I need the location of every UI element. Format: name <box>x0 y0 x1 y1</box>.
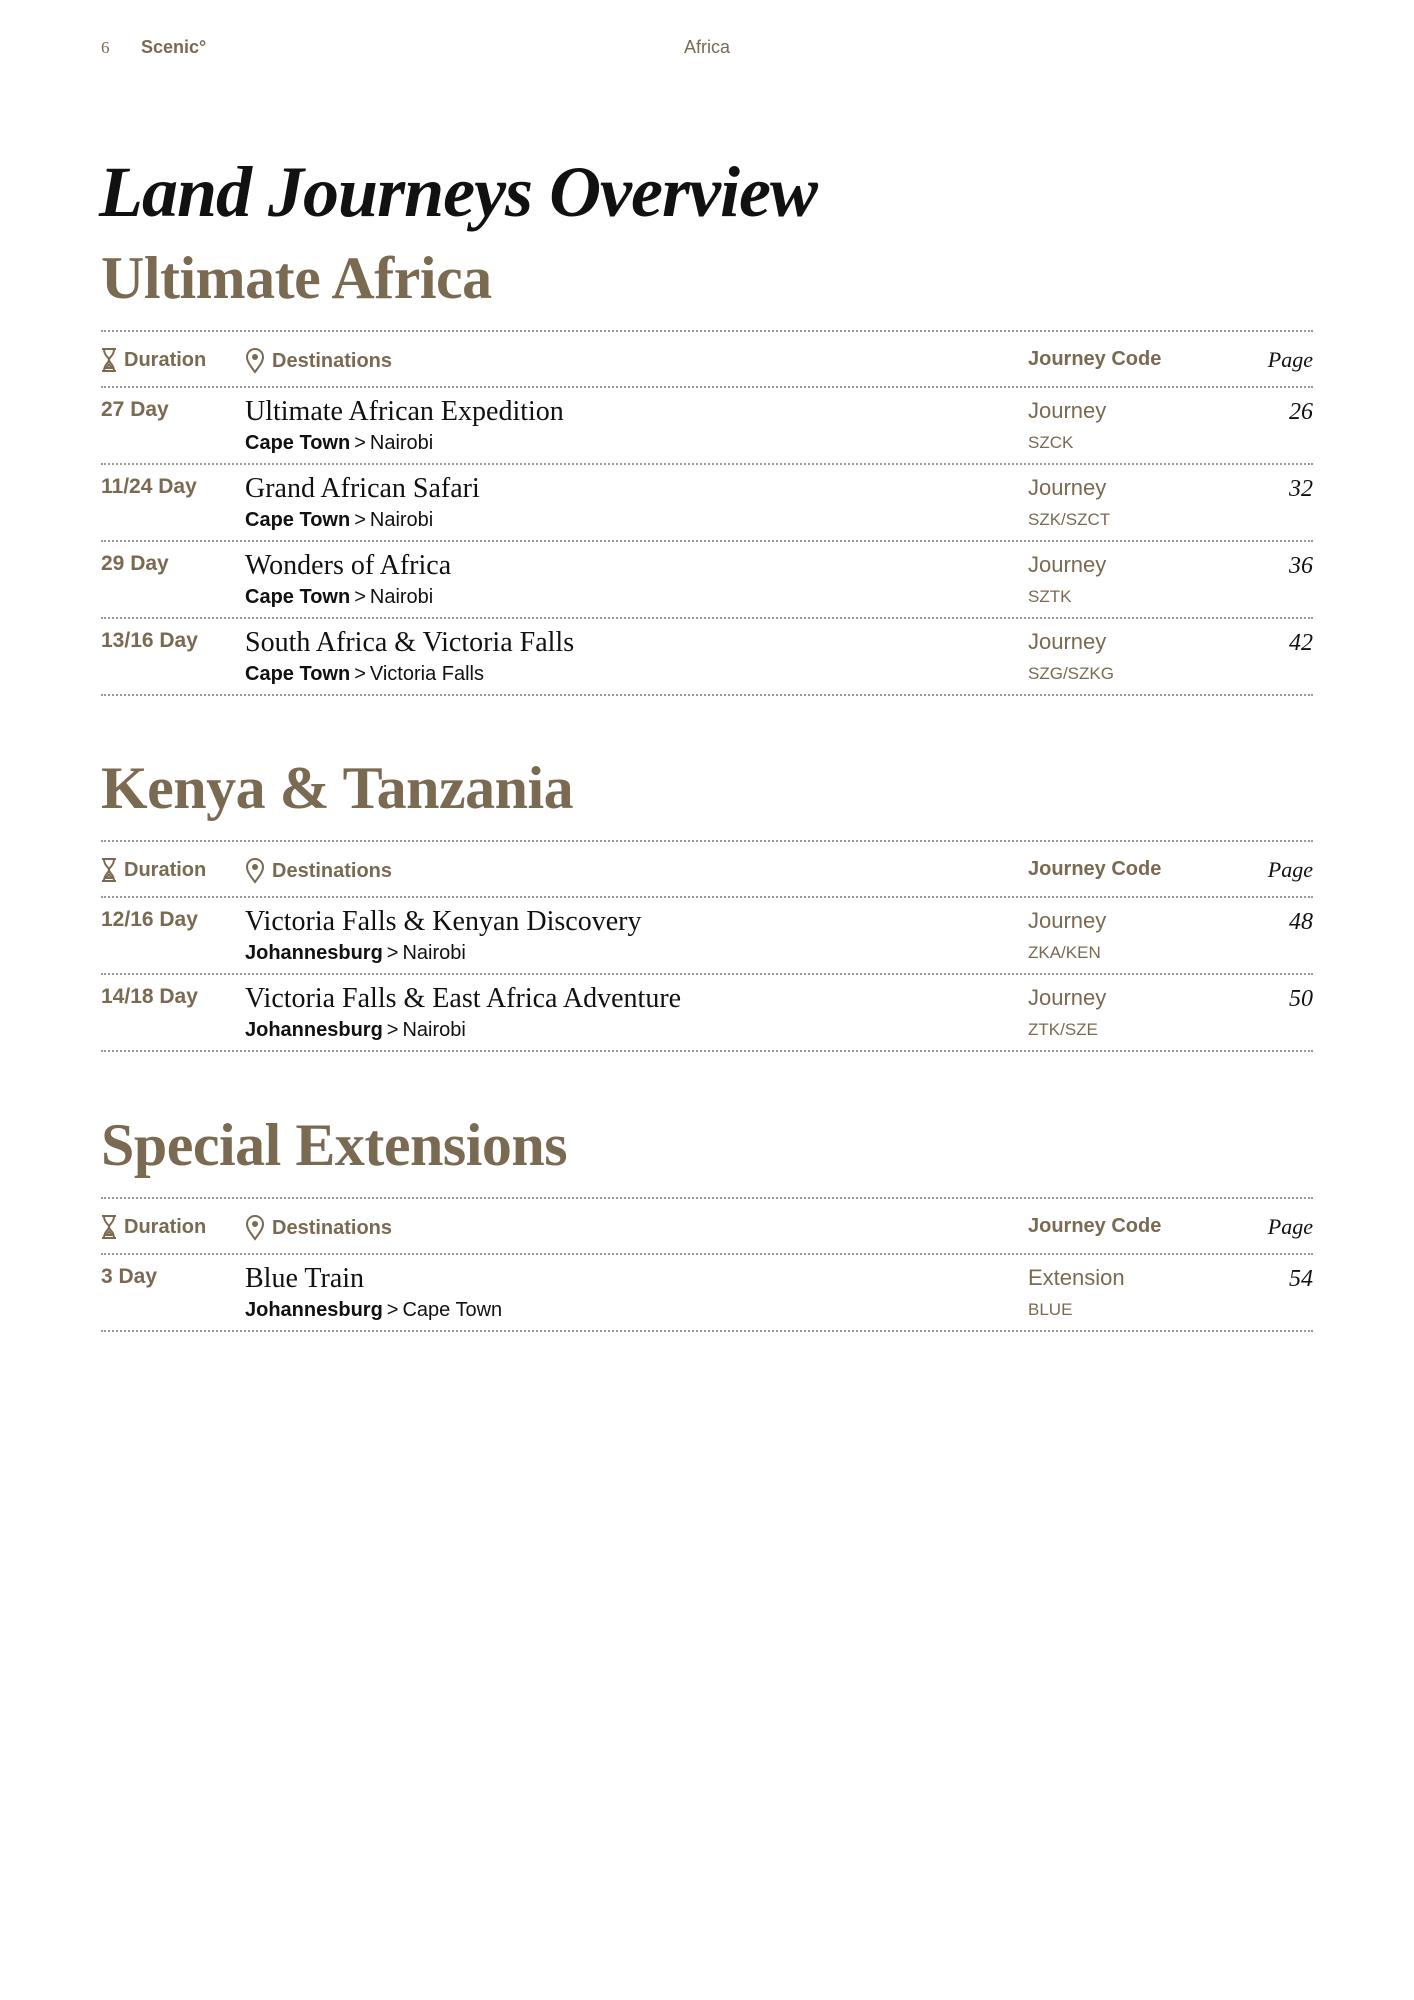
journey-name: Victoria Falls & Kenyan Discovery <box>245 906 642 937</box>
divider <box>101 694 1313 696</box>
route-from: Johannesburg <box>245 942 383 964</box>
page-header: Page <box>1267 347 1313 372</box>
table-row <box>101 388 1313 463</box>
table-row <box>101 465 1313 540</box>
page-header: Page <box>1267 857 1313 882</box>
table-row <box>101 898 1313 973</box>
destinations-header-label: Destinations <box>272 1216 393 1239</box>
region-title: Ultimate Africa <box>101 245 492 311</box>
route <box>245 942 466 965</box>
route <box>245 1299 502 1322</box>
journey-name: Grand African Safari <box>245 473 480 504</box>
route-from: Cape Town <box>245 663 351 685</box>
duration-header <box>101 858 206 882</box>
table-header <box>101 842 1313 896</box>
route <box>245 586 433 609</box>
chevron-right-icon: > <box>386 942 399 964</box>
chevron-right-icon: > <box>354 586 366 608</box>
journey-code-header: Journey Code <box>1028 1215 1162 1237</box>
location-pin-icon <box>245 858 265 884</box>
page-ref: 42 <box>1289 630 1313 656</box>
route <box>245 663 484 686</box>
duration-header <box>101 348 206 372</box>
table-header <box>101 1199 1313 1253</box>
route <box>245 509 433 532</box>
destinations-header-label: Destinations <box>272 859 393 882</box>
journey-type: Journey <box>1028 398 1107 423</box>
table-row <box>101 975 1313 1050</box>
page-ref: 36 <box>1289 553 1313 579</box>
hourglass-icon <box>101 1215 117 1239</box>
journey-type: Journey <box>1028 908 1107 933</box>
duration-value: 27 Day <box>101 398 169 421</box>
divider <box>101 1330 1313 1332</box>
hourglass-icon <box>101 858 117 882</box>
chevron-right-icon: > <box>354 663 366 685</box>
journey-type: Journey <box>1028 629 1107 654</box>
destinations-header <box>245 1215 392 1241</box>
chevron-right-icon: > <box>386 1299 399 1321</box>
page-number: 6 <box>101 38 110 57</box>
route-to: Nairobi <box>402 942 466 964</box>
running-head <box>101 37 1313 61</box>
journey-type: Journey <box>1028 552 1107 577</box>
page-ref: 50 <box>1289 986 1313 1012</box>
hourglass-icon <box>101 348 117 372</box>
region-kenya-tanzania <box>101 755 1313 1052</box>
page-header: Page <box>1267 1214 1313 1239</box>
route <box>245 1019 466 1042</box>
duration-value: 3 Day <box>101 1265 158 1288</box>
brand-name: Scenic° <box>141 37 207 57</box>
region-title: Kenya & Tanzania <box>101 755 574 821</box>
journey-code: ZTK/SZE <box>1028 1020 1098 1039</box>
journey-code: SZCK <box>1028 433 1074 452</box>
route-to: Nairobi <box>369 509 434 531</box>
journey-code: SZTK <box>1028 587 1072 606</box>
route-to: Nairobi <box>402 1019 466 1041</box>
table-row <box>101 1255 1313 1330</box>
table-row <box>101 542 1313 617</box>
journey-code: SZK/SZCT <box>1028 510 1111 529</box>
destinations-header <box>245 858 392 884</box>
duration-header-label: Duration <box>124 858 207 881</box>
table-header <box>101 332 1313 386</box>
journey-name: Wonders of Africa <box>245 550 452 581</box>
route <box>245 432 433 455</box>
journey-code-header: Journey Code <box>1028 348 1162 370</box>
page-ref: 32 <box>1289 476 1313 502</box>
journey-type: Journey <box>1028 475 1107 500</box>
journey-code: BLUE <box>1028 1300 1073 1319</box>
duration-value: 13/16 Day <box>101 629 198 652</box>
journey-type: Extension <box>1028 1265 1125 1290</box>
page-ref: 26 <box>1289 399 1313 425</box>
route-to: Nairobi <box>369 432 434 454</box>
duration-header <box>101 1215 206 1239</box>
route-to: Victoria Falls <box>369 663 484 685</box>
destinations-header-label: Destinations <box>272 349 393 372</box>
chevron-right-icon: > <box>386 1019 399 1041</box>
journey-name: Blue Train <box>245 1263 365 1294</box>
journey-code-header: Journey Code <box>1028 858 1162 880</box>
region-ultimate-africa <box>101 245 1313 696</box>
route-from: Johannesburg <box>245 1019 383 1041</box>
chevron-right-icon: > <box>354 432 366 454</box>
duration-header-label: Duration <box>124 1215 207 1238</box>
duration-value: 12/16 Day <box>101 908 198 931</box>
page-ref: 48 <box>1289 909 1313 935</box>
route-to: Cape Town <box>402 1299 503 1321</box>
journey-name: Ultimate African Expedition <box>245 396 564 427</box>
page-ref: 54 <box>1289 1266 1313 1292</box>
destinations-header <box>245 348 392 374</box>
region-special-extensions <box>101 1112 1313 1332</box>
divider <box>101 1050 1313 1052</box>
route-to: Nairobi <box>369 586 434 608</box>
section-name: Africa <box>683 37 730 57</box>
duration-value: 11/24 Day <box>101 475 197 498</box>
duration-header-label: Duration <box>124 348 207 371</box>
table-row <box>101 619 1313 694</box>
journey-name: South Africa & Victoria Falls <box>245 627 575 658</box>
journey-code: ZKA/KEN <box>1028 943 1101 962</box>
route-from: Cape Town <box>245 432 351 454</box>
journey-type: Journey <box>1028 985 1107 1010</box>
journey-code: SZG/SZKG <box>1028 664 1114 683</box>
route-from: Johannesburg <box>245 1299 383 1321</box>
duration-value: 14/18 Day <box>101 985 198 1008</box>
route-from: Cape Town <box>245 509 351 531</box>
route-from: Cape Town <box>245 586 351 608</box>
journey-name: Victoria Falls & East Africa Adventure <box>245 983 682 1014</box>
chevron-right-icon: > <box>354 509 366 531</box>
region-title: Special Extensions <box>101 1112 568 1178</box>
location-pin-icon <box>245 1215 265 1241</box>
location-pin-icon <box>245 348 265 374</box>
page-title: Land Journeys Overview <box>99 152 817 232</box>
duration-value: 29 Day <box>101 552 169 575</box>
